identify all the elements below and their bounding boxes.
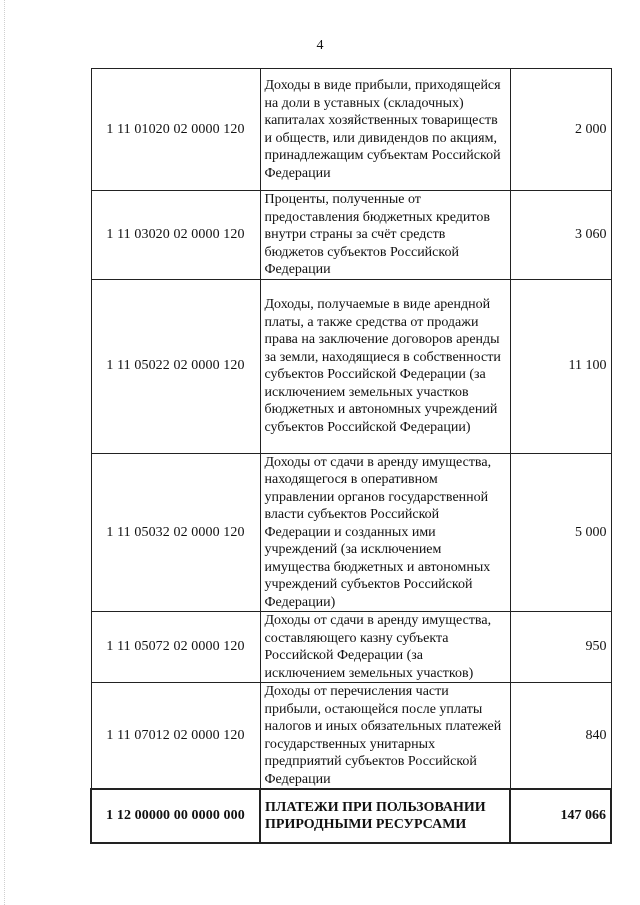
revenue-name-cell: Доходы от сдачи в аренду имущества, находящегося в оперативном управлении органов государственной власти субъектов Российской Федерации и созданных ими учреждений (за исключением имущества бюджетных и автономных учреждений субъектов Российской Федерации) — [260, 453, 510, 612]
amount-cell: 5 000 — [510, 453, 611, 612]
revenue-name-cell: Проценты, полученные от предоставления бюджетных кредитов внутри страны за счёт средств бюджетов субъектов Российской Федерации — [260, 191, 510, 280]
budget-code-cell: 1 11 07012 02 0000 120 — [91, 683, 260, 790]
budget-code-cell: 1 11 05072 02 0000 120 — [91, 612, 260, 683]
amount-cell: 2 000 — [510, 69, 611, 191]
amount-cell: 11 100 — [510, 279, 611, 453]
budget-code-cell: 1 11 01020 02 0000 120 — [91, 69, 260, 191]
page-number: 4 — [316, 38, 324, 53]
table-row — [91, 612, 611, 683]
amount-cell: 147 066 — [510, 789, 611, 843]
budget-code-cell: 1 11 05032 02 0000 120 — [91, 453, 260, 612]
revenue-name-cell: ПЛАТЕЖИ ПРИ ПОЛЬЗОВАНИИ ПРИРОДНЫМИ РЕСУРСАМИ — [260, 789, 510, 843]
scan-edge — [4, 0, 5, 905]
revenue-name-cell: Доходы в виде прибыли, приходящейся на доли в уставных (складочных) капиталах хозяйственных товариществ и обществ, или дивидендов по акциям, принадлежащим субъектам Российской Федерации — [260, 69, 510, 191]
revenue-name-cell: Доходы от перечисления части прибыли, остающейся после уплаты налогов и иных обязательных платежей государственных унитарных предприятий субъектов Российской Федерации — [260, 683, 510, 790]
table-row — [91, 683, 611, 790]
table-row — [91, 191, 611, 280]
revenue-name-cell: Доходы от сдачи в аренду имущества, составляющего казну субъекта Российской Федерации (за исключением земельных участков) — [260, 612, 510, 683]
budget-code-cell: 1 11 03020 02 0000 120 — [91, 191, 260, 280]
table-row — [91, 69, 611, 191]
table-row — [91, 453, 611, 612]
amount-cell: 950 — [510, 612, 611, 683]
budget-code-cell: 1 12 00000 00 0000 000 — [91, 789, 260, 843]
amount-cell: 3 060 — [510, 191, 611, 280]
budget-code-cell: 1 11 05022 02 0000 120 — [91, 279, 260, 453]
table-row — [91, 789, 611, 843]
table-row — [91, 279, 611, 453]
revenue-name-cell: Доходы, получаемые в виде арендной платы, а также средства от продажи права на заключение договоров аренды за земли, находящиеся в собственности субъектов Российской Федерации (за исключением земельных участков бюджетных и автономных учреждений субъектов Российской Федерации) — [260, 279, 510, 453]
amount-cell: 840 — [510, 683, 611, 790]
revenue-table — [90, 68, 612, 844]
